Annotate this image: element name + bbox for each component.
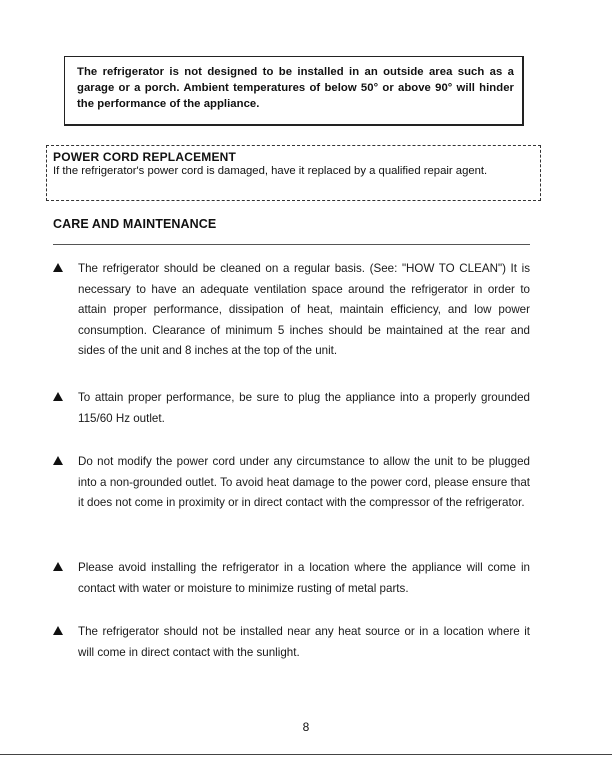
- list-item-text: Do not modify the power cord under any circumstance to allow the unit to be plugged into a non-grounded outlet. To avoid heat damage to the power cord, please ensure that it does not come in proximity or in direct contact with the compressor of the refrigerator.: [78, 455, 530, 509]
- triangle-bullet-icon: [53, 562, 63, 571]
- divider: [53, 244, 530, 245]
- bottom-divider: [0, 754, 612, 755]
- triangle-bullet-icon: [53, 626, 63, 635]
- triangle-bullet-icon: [53, 456, 63, 465]
- list-item: [53, 388, 530, 429]
- list-item: [53, 622, 530, 663]
- list-item-text: The refrigerator should not be installed near any heat source or in a location where it will come in direct contact with the sunlight.: [78, 625, 530, 659]
- list-item: [53, 558, 530, 599]
- section-heading: CARE AND MAINTENANCE: [53, 217, 217, 231]
- list-item-text: The refrigerator should be cleaned on a regular basis. (See: "HOW TO CLEAN") It is necessary to have an adequate ventilation space around the refrigerator in order to attain proper performance, dissipation of heat, maintain efficiency, and low power consumption. Clearance of minimum 5 inches should be maintained at the rear and sides of the unit and 8 inches at the top of the unit.: [78, 262, 530, 357]
- list-item: [53, 452, 530, 514]
- power-cord-text: If the refrigerator's power cord is damaged, have it replaced by a qualified repair agent.: [53, 165, 488, 177]
- list-item-text: To attain proper performance, be sure to plug the appliance into a properly grounded 115/60 Hz outlet.: [78, 391, 530, 425]
- triangle-bullet-icon: [53, 392, 63, 401]
- page-number: 8: [302, 720, 310, 734]
- list-item-text: Please avoid installing the refrigerator in a location where the appliance will come in contact with water or moisture to minimize rusting of metal parts.: [78, 561, 530, 595]
- warning-box: [64, 56, 524, 126]
- power-cord-box: [46, 145, 541, 201]
- triangle-bullet-icon: [53, 263, 63, 272]
- warning-text: The refrigerator is not designed to be installed in an outside area such as a garage or a porch. Ambient temperatures of below 50° or above 90° will hinder the performance of the appliance.: [77, 66, 514, 110]
- power-cord-title: POWER CORD REPLACEMENT: [53, 150, 237, 164]
- list-item: [53, 259, 530, 362]
